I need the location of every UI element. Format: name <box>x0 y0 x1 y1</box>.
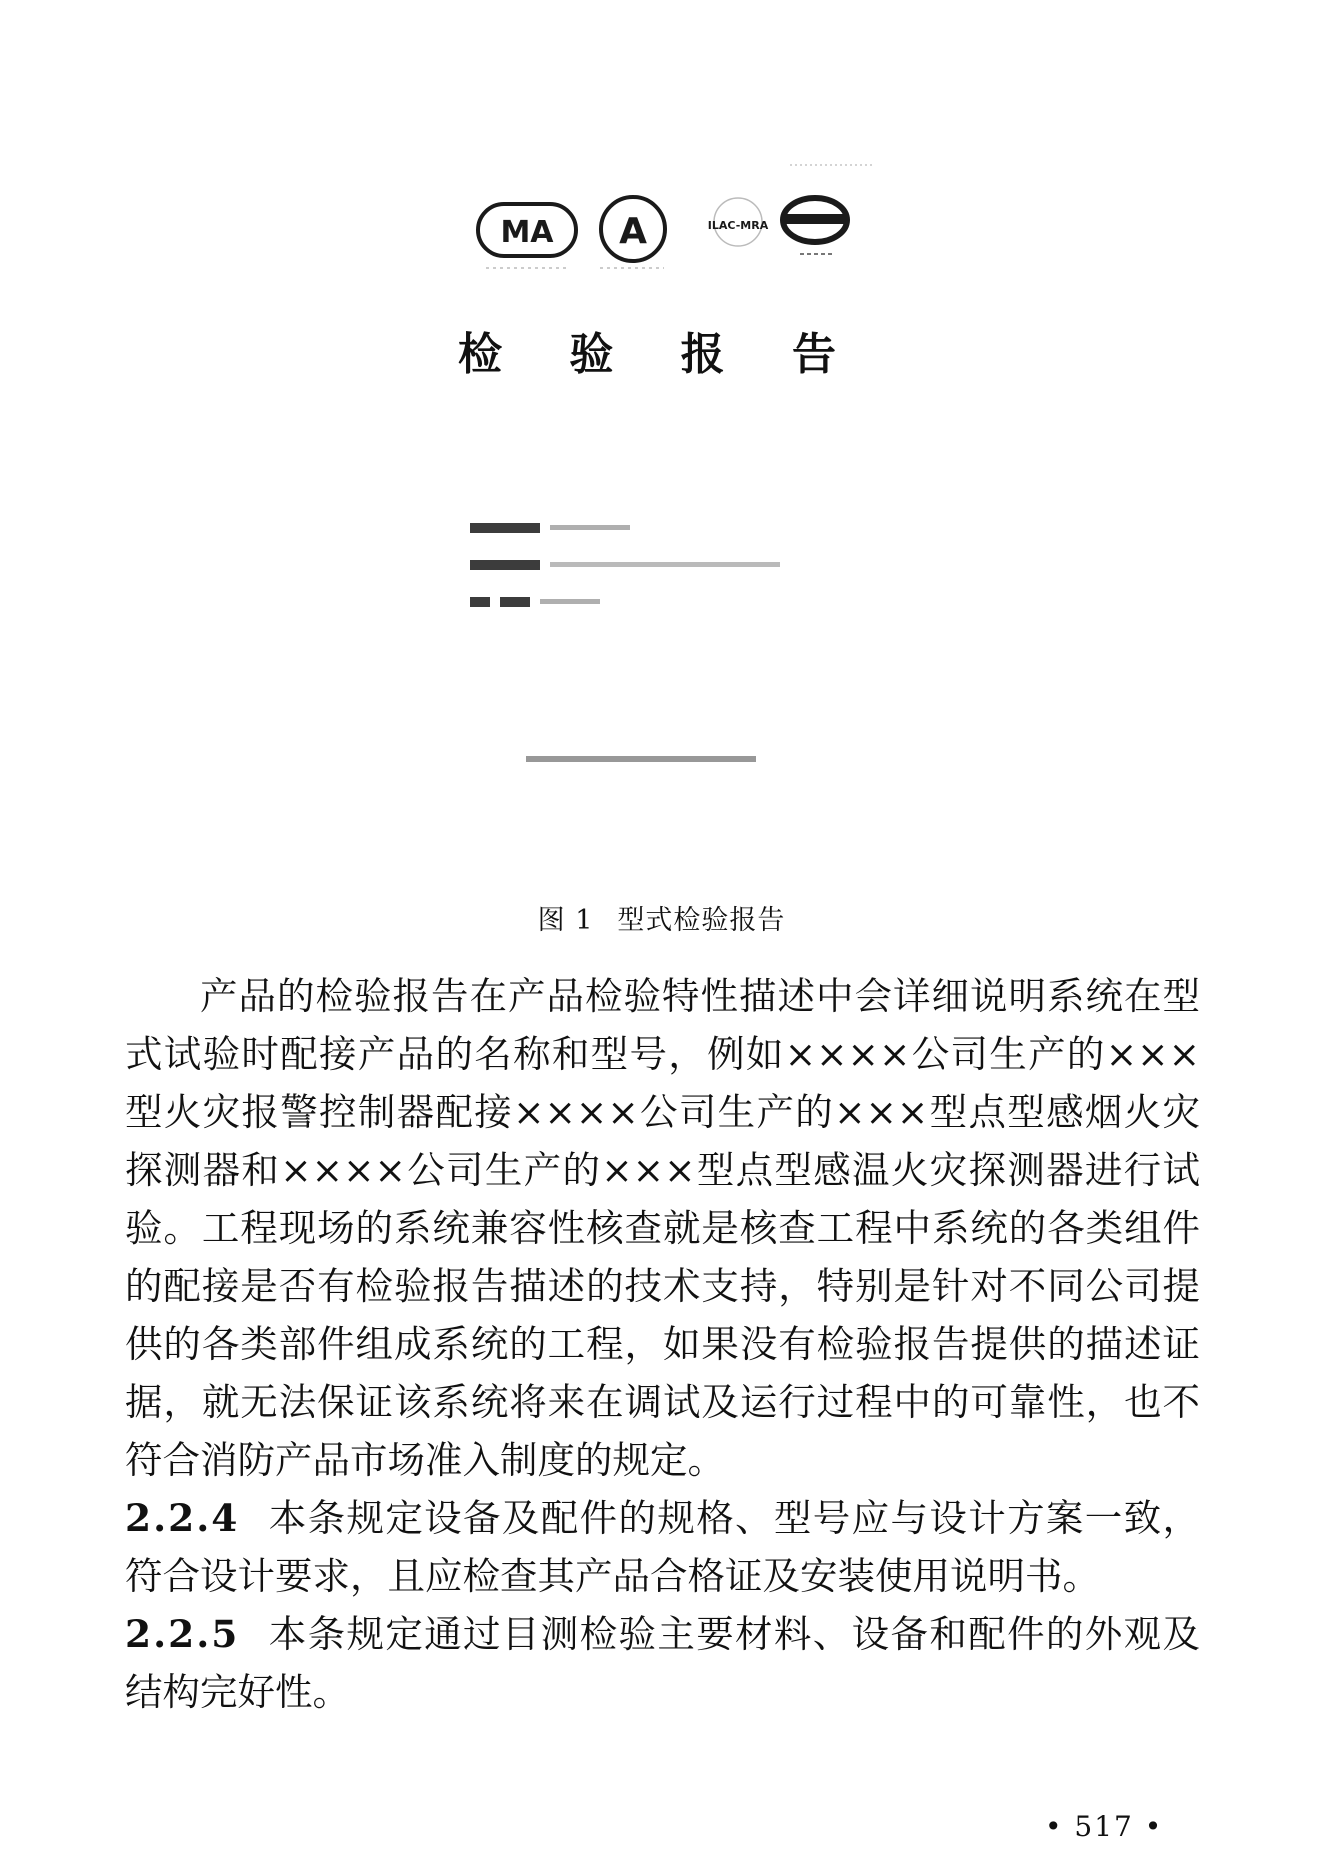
clause-number: 2.2.4 <box>125 1496 240 1540</box>
report-field-2-label <box>470 560 530 570</box>
report-field-3-label <box>470 597 510 607</box>
clause-text: 本条规定通过目测检验主要材料、设备和配件的外观及结构完好性。 <box>125 1612 1200 1714</box>
body-paragraph: 产品的检验报告在产品检验特性描述中会详细说明系统在型式试验时配接产品的名称和型号，例如××××公司生产的×××型火灾报警控制器配接××××公司生产的×××型点型感烟火灾探测器和××××公司生产的×××型点型感温火灾探测器进行试验。工程现场的系统兼容性核查就是核查工程中系统的各类组件的配接是否有检验报告描述的技术支持，特别是针对不同公司提供的各类部件组成系统的工程，如果没有检验报告提供的描述证据，就无法保证该系统将来在调试及运行过程中的可靠性，也不符合消防产品市场准入制度的规定。 <box>125 974 1200 1482</box>
clause-number: 2.2.5 <box>125 1612 240 1656</box>
figure-caption-number: 图 1 <box>537 905 594 936</box>
ilac-mra-mark-icon <box>708 165 872 254</box>
cal-seal-text: A <box>619 211 647 252</box>
clause-text: 本条规定设备及配件的规格、型号应与设计方案一致，符合设计要求，且应检查其产品合格证及安装使用说明书。 <box>125 1496 1200 1598</box>
figure-caption <box>0 898 1323 937</box>
report-field-1-label <box>470 523 530 533</box>
clause-2-2-4 <box>125 1489 1200 1605</box>
ma-seal-text: MA <box>500 215 554 250</box>
ilac-mra-text: ILAC-MRA <box>707 219 769 232</box>
cal-seal-icon <box>600 197 665 268</box>
report-title: 检 验 报 告 <box>458 329 862 380</box>
clause-2-2-5 <box>125 1605 1200 1721</box>
figure-caption-text: 型式检验报告 <box>617 905 786 936</box>
page-number: • 517 • <box>1045 1810 1164 1843</box>
issuer-line <box>526 754 766 766</box>
ma-seal-icon <box>478 204 576 268</box>
